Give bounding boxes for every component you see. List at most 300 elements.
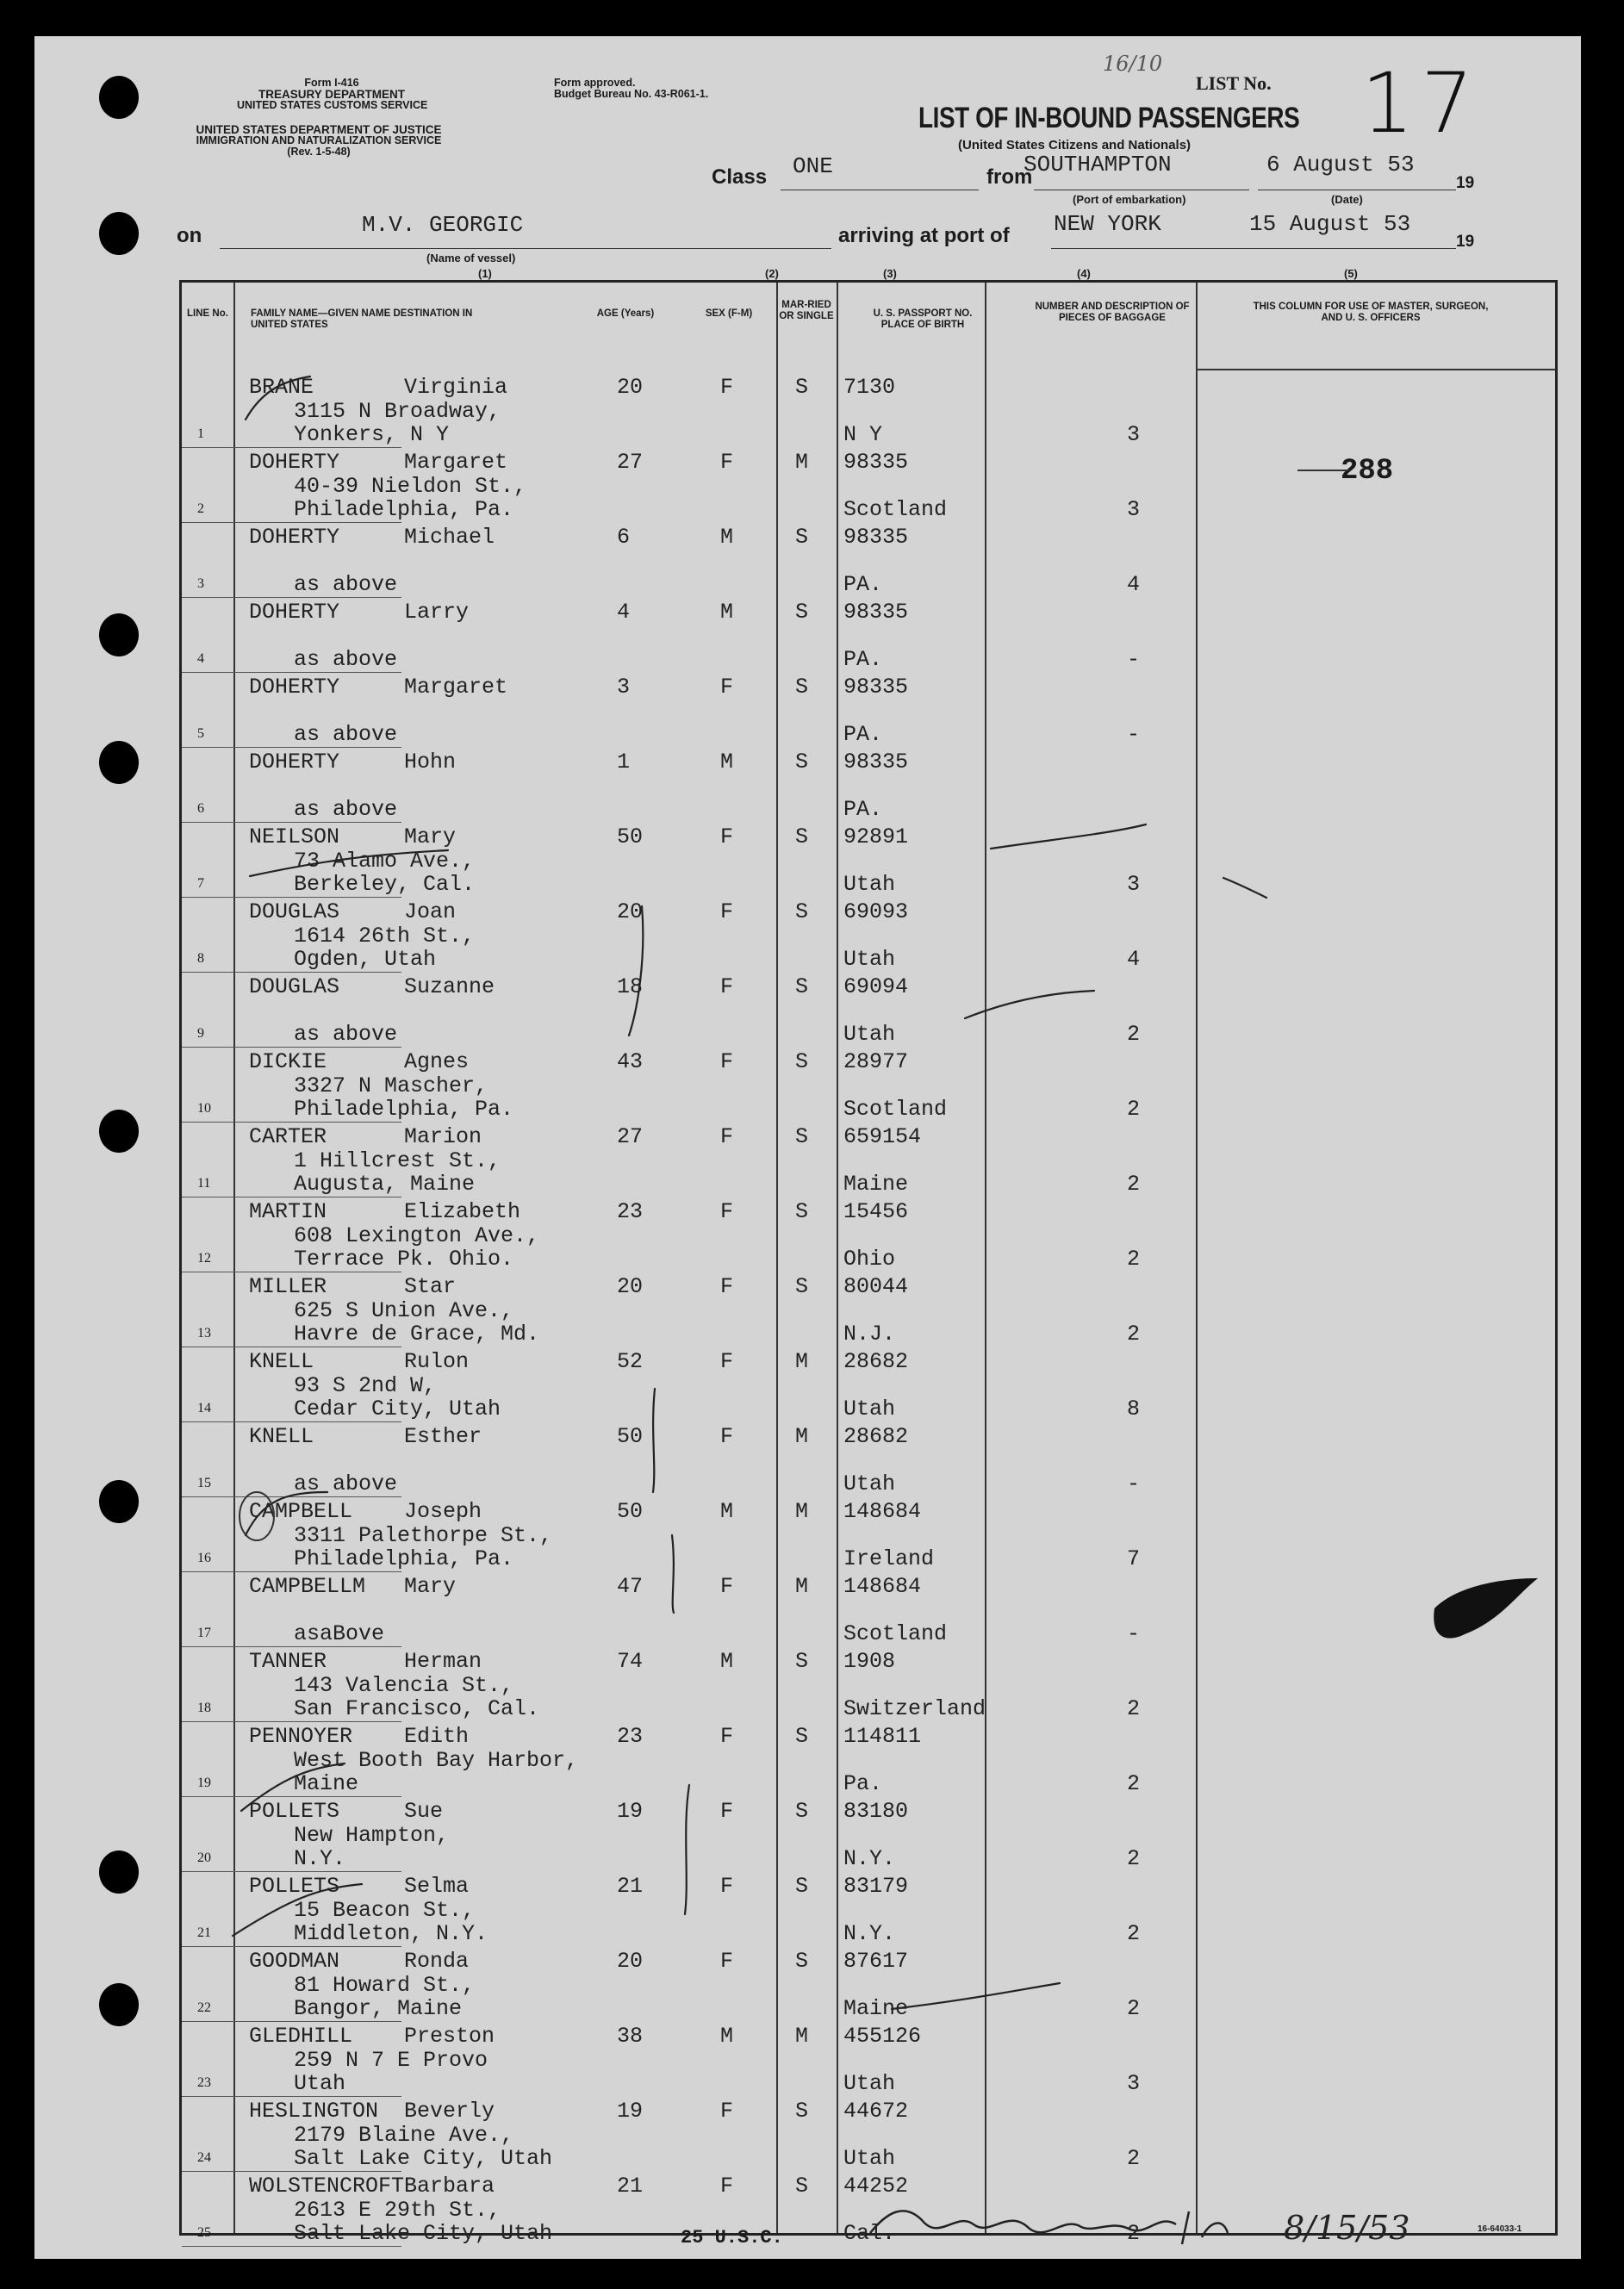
binder-hole	[99, 1110, 139, 1153]
line-number: 8	[197, 951, 204, 966]
address-line-1: 3327 N Mascher,	[294, 1073, 488, 1098]
revision: (Rev. 1-5-48)	[287, 146, 351, 158]
class-value: ONE	[793, 153, 833, 179]
passport-number: 659154	[843, 1124, 922, 1149]
passport-number: 28682	[843, 1349, 909, 1374]
passport-number: 114811	[843, 1724, 922, 1749]
sex: F	[720, 2174, 734, 2199]
address-line-1: 608 Lexington Ave.,	[294, 1223, 540, 1248]
age: 50	[617, 1424, 644, 1449]
given-name: Esther	[404, 1424, 482, 1449]
age: 50	[617, 824, 644, 849]
marital-status: M	[795, 2024, 809, 2049]
line-number: 12	[197, 1251, 211, 1266]
place-of-birth: Maine	[843, 1996, 909, 2021]
surname: CAMPBELLM	[249, 1574, 366, 1599]
place-of-birth: Switzerland	[843, 1696, 986, 1721]
sex: M	[720, 1649, 734, 1674]
address-line-1: 1614 26th St.,	[294, 924, 476, 949]
from-value: SOUTHAMPTON	[1024, 152, 1172, 177]
age: 21	[617, 1874, 644, 1899]
age: 18	[617, 974, 644, 999]
binder-hole	[99, 1850, 139, 1894]
col-number-3: (3)	[883, 267, 897, 280]
baggage-count: 2	[1127, 1771, 1141, 1796]
vessel-value: M.V. GEORGIC	[362, 212, 524, 238]
marital-status: S	[795, 1724, 809, 1749]
passport-number: 148684	[843, 1574, 922, 1599]
surname: POLLETS	[249, 1874, 340, 1899]
age: 4	[617, 600, 631, 625]
given-name: Agnes	[404, 1049, 470, 1074]
marital-status: S	[795, 675, 809, 700]
marital-status: M	[795, 1424, 809, 1449]
handwritten-ref: 16/10	[1103, 52, 1163, 76]
age: 52	[617, 1349, 644, 1374]
marital-status: S	[795, 1124, 809, 1149]
place-of-birth: Ireland	[843, 1546, 935, 1571]
age: 20	[617, 899, 644, 924]
address-line-2: as above	[294, 647, 398, 672]
sex: F	[720, 1049, 734, 1074]
from-caption: (Port of embarkation)	[1073, 193, 1186, 206]
line-number: 20	[197, 1850, 211, 1865]
place-of-birth: N Y	[843, 422, 883, 447]
surname: DOHERTY	[249, 750, 340, 774]
line-number: 5	[197, 726, 204, 741]
marital-status: S	[795, 974, 809, 999]
officer-signature	[862, 2194, 1327, 2255]
marital-status: S	[795, 824, 809, 849]
surname: KNELL	[249, 1424, 314, 1449]
passport-number: 87617	[843, 1949, 909, 1974]
sex: M	[720, 525, 734, 550]
vessel-caption: (Name of vessel)	[426, 252, 516, 264]
given-name: Elizabeth	[404, 1199, 521, 1224]
sex: F	[720, 1949, 734, 1974]
age: 20	[617, 375, 644, 400]
place-of-birth: Maine	[843, 1172, 909, 1197]
address-line-1: 2179 Blaine Ave.,	[294, 2123, 514, 2148]
address-line-2: as above	[294, 1471, 398, 1496]
marital-status: M	[795, 1574, 809, 1599]
address-line-2: as above	[294, 722, 398, 747]
from-label: from	[986, 165, 1033, 189]
col-number-4: (4)	[1077, 267, 1091, 280]
baggage-count: -	[1127, 1621, 1141, 1646]
address-line-1: 3311 Palethorpe St.,	[294, 1523, 553, 1548]
baggage-count: -	[1127, 647, 1141, 672]
given-name: Margaret	[404, 450, 508, 475]
place-of-birth: N.Y.	[843, 1921, 896, 1946]
line-number: 9	[197, 1026, 204, 1041]
address-line-2: as above	[294, 572, 398, 597]
surname: POLLETS	[249, 1799, 340, 1824]
surname: MILLER	[249, 1274, 327, 1299]
sex: M	[720, 2024, 734, 2049]
customs-service: UNITED STATES CUSTOMS SERVICE	[237, 99, 428, 111]
line-number: 15	[197, 1476, 211, 1490]
place-of-birth: Utah	[843, 1022, 896, 1047]
col-baggage: NUMBER AND DESCRIPTION OF PIECES OF BAGGAGE	[1035, 302, 1190, 323]
given-name: Margaret	[404, 675, 508, 700]
address-line-1: 15 Beacon St.,	[294, 1898, 476, 1923]
col-number-1: (1)	[478, 267, 492, 280]
surname: DICKIE	[249, 1049, 327, 1074]
age: 21	[617, 2174, 644, 2199]
address-line-1: New Hampton,	[294, 1823, 450, 1848]
justice-dept: UNITED STATES DEPARTMENT OF JUSTICE	[196, 123, 442, 136]
col-number-5: (5)	[1344, 267, 1358, 280]
passport-number: 69093	[843, 899, 909, 924]
address-line-2: Philadelphia, Pa.	[294, 1546, 514, 1571]
address-line-2: Philadelphia, Pa.	[294, 497, 514, 522]
age: 19	[617, 1799, 644, 1824]
place-of-birth: Utah	[843, 1396, 896, 1421]
address-line-2: asaBove	[294, 1621, 385, 1646]
line-number: 4	[197, 651, 204, 666]
baggage-count: 4	[1127, 947, 1141, 972]
arriving-label: arriving at port of	[838, 224, 1010, 247]
baggage-count: 2	[1127, 1921, 1141, 1946]
passport-number: 15456	[843, 1199, 909, 1224]
marital-status: S	[795, 600, 809, 625]
sex: F	[720, 899, 734, 924]
passport-number: 80044	[843, 1274, 909, 1299]
col-officers: THIS COLUMN FOR USE OF MASTER, SURGEON, AND U. S. OFFICERS	[1253, 302, 1489, 323]
sex: F	[720, 1424, 734, 1449]
age: 23	[617, 1724, 644, 1749]
passport-number: 98335	[843, 675, 909, 700]
passport-number: 98335	[843, 600, 909, 625]
place-of-birth: Ohio	[843, 1247, 896, 1272]
baggage-count: 2	[1127, 1022, 1141, 1047]
place-of-birth: Utah	[843, 1471, 896, 1496]
passport-number: 148684	[843, 1499, 922, 1524]
marital-status: S	[795, 899, 809, 924]
marital-status: S	[795, 1949, 809, 1974]
age: 74	[617, 1649, 644, 1674]
line-number: 13	[197, 1326, 211, 1340]
marital-status: S	[795, 1874, 809, 1899]
place-of-birth: Utah	[843, 872, 896, 897]
surname: GLEDHILL	[249, 2024, 353, 2049]
form-code: 16-64033-1	[1478, 2224, 1522, 2234]
address-line-1: 73 Alamo Ave.,	[294, 849, 476, 874]
surname: TANNER	[249, 1649, 327, 1674]
marital-status: S	[795, 1049, 809, 1074]
address-line-2: Ogden, Utah	[294, 947, 437, 972]
given-name: Rulon	[404, 1349, 470, 1374]
place-of-birth: PA.	[843, 722, 883, 747]
marital-status: S	[795, 750, 809, 774]
baggage-count: 2	[1127, 2146, 1141, 2171]
ink-blot	[1434, 1578, 1538, 1639]
address-line-2: Utah	[294, 2071, 346, 2096]
binder-hole	[99, 1480, 139, 1523]
surname: HESLINGTON	[249, 2099, 379, 2124]
surname: WOLSTENCROFT	[249, 2174, 405, 2199]
place-of-birth: Utah	[843, 947, 896, 972]
sex: F	[720, 824, 734, 849]
address-line-2: Augusta, Maine	[294, 1172, 476, 1197]
age: 50	[617, 1499, 644, 1524]
form-number: Form I-416	[304, 77, 359, 89]
line-number: 14	[197, 1401, 211, 1415]
baggage-count: 3	[1127, 497, 1141, 522]
surname: CARTER	[249, 1124, 327, 1149]
line-number: 3	[197, 576, 204, 591]
place-of-birth: Utah	[843, 2071, 896, 2096]
budget-bureau: Budget Bureau No. 43-R061-1.	[554, 88, 709, 100]
line-number: 18	[197, 1701, 211, 1715]
passport-number: 98335	[843, 450, 909, 475]
passport-number: 83180	[843, 1799, 909, 1824]
baggage-count: 3	[1127, 422, 1141, 447]
address-line-1: 143 Valencia St.,	[294, 1673, 514, 1698]
surname: DOHERTY	[249, 600, 340, 625]
form-approved: Form approved.	[554, 77, 636, 89]
age: 6	[617, 525, 631, 550]
baggage-count: 2	[1127, 1097, 1141, 1122]
age: 23	[617, 1199, 644, 1224]
given-name: Larry	[404, 600, 470, 625]
ins-service: IMMIGRATION AND NATURALIZATION SERVICE	[196, 134, 442, 146]
baggage-count: 4	[1127, 572, 1141, 597]
baggage-count: 2	[1127, 1322, 1141, 1347]
age: 43	[617, 1049, 644, 1074]
baggage-count: -	[1127, 1471, 1141, 1496]
passport-number: 1908	[843, 1649, 896, 1674]
address-line-2: N.Y.	[294, 1846, 346, 1871]
col-name: FAMILY NAME—GIVEN NAME DESTINATION IN UNITED STATES	[251, 308, 473, 330]
baggage-count: 2	[1127, 1696, 1141, 1721]
age: 27	[617, 1124, 644, 1149]
age: 20	[617, 1274, 644, 1299]
surname: KNELL	[249, 1349, 314, 1374]
passport-number: 28682	[843, 1424, 909, 1449]
line-number: 1	[197, 426, 204, 441]
passport-number: 98335	[843, 525, 909, 550]
place-of-birth: PA.	[843, 797, 883, 822]
address-line-1: 81 Howard St.,	[294, 1973, 476, 1998]
surname: PENNOYER	[249, 1724, 353, 1749]
line-number: 17	[197, 1626, 211, 1640]
marital-status: S	[795, 1649, 809, 1674]
surname: DOHERTY	[249, 450, 340, 475]
address-line-1: 3115 N Broadway,	[294, 399, 501, 424]
address-line-1: 93 S 2nd W,	[294, 1373, 437, 1398]
baggage-count: 7	[1127, 1546, 1141, 1571]
address-line-1: 259 N 7 E Provo	[294, 2048, 488, 2073]
arrival-year: 19	[1456, 233, 1475, 251]
age: 19	[617, 2099, 644, 2124]
passport-number: 69094	[843, 974, 909, 999]
address-line-2: Maine	[294, 1771, 359, 1796]
address-line-2: Terrace Pk. Ohio.	[294, 1247, 514, 1272]
line-number: 10	[197, 1101, 211, 1116]
line-number: 19	[197, 1776, 211, 1790]
on-label: on	[177, 224, 202, 247]
place-of-birth: Cal.	[843, 2221, 896, 2246]
place-of-birth: N.Y.	[843, 1846, 896, 1871]
passport-number: 44672	[843, 2099, 909, 2124]
surname: DOUGLAS	[249, 974, 340, 999]
form-subtitle: (United States Citizens and Nationals)	[958, 138, 1192, 152]
surname: DOUGLAS	[249, 899, 340, 924]
binder-hole	[99, 613, 139, 656]
line-number: 11	[197, 1176, 211, 1191]
given-name: Sue	[404, 1799, 444, 1824]
address-line-2: as above	[294, 1022, 398, 1047]
given-name: Joan	[404, 899, 457, 924]
given-name: Suzanne	[404, 974, 495, 999]
form-title: LIST OF IN-BOUND PASSENGERS	[918, 102, 1300, 134]
passport-number: 98335	[843, 750, 909, 774]
place-of-birth: Utah	[843, 2146, 896, 2171]
baggage-count: -	[1127, 722, 1141, 747]
marital-status: S	[795, 525, 809, 550]
baggage-count: 3	[1127, 872, 1141, 897]
sex: F	[720, 1724, 734, 1749]
place-of-birth: Pa.	[843, 1771, 883, 1796]
address-line-1: 1 Hillcrest St.,	[294, 1148, 501, 1173]
sex: F	[720, 1874, 734, 1899]
sex: M	[720, 600, 734, 625]
address-line-2: San Francisco, Cal.	[294, 1696, 540, 1721]
place-of-birth: Scotland	[843, 1097, 948, 1122]
age: 20	[617, 1949, 644, 1974]
port-value: NEW YORK	[1054, 211, 1161, 237]
given-name: Edith	[404, 1724, 470, 1749]
date-caption: (Date)	[1331, 193, 1363, 206]
address-line-2: Berkeley, Cal.	[294, 872, 476, 897]
sex: F	[720, 675, 734, 700]
marital-status: S	[795, 2174, 809, 2199]
given-name: Mary	[404, 1574, 457, 1599]
pen-marks	[34, 36, 1581, 2259]
given-name: Herman	[404, 1649, 482, 1674]
address-line-2: Middleton, N.Y.	[294, 1921, 488, 1946]
line-number: 2	[197, 501, 204, 516]
age: 27	[617, 450, 644, 475]
line-number: 16	[197, 1551, 211, 1565]
marital-status: M	[795, 1349, 809, 1374]
surname: NEILSON	[249, 824, 340, 849]
marital-status: S	[795, 1274, 809, 1299]
marital-status: S	[795, 2099, 809, 2124]
address-line-2: as above	[294, 797, 398, 822]
address-line-2: Philadelphia, Pa.	[294, 1097, 514, 1122]
sex: F	[720, 2099, 734, 2124]
address-line-2: Salt Lake City, Utah	[294, 2221, 553, 2246]
address-line-2: Bangor, Maine	[294, 1996, 463, 2021]
baggage-count: 3	[1127, 2071, 1141, 2096]
binder-hole	[99, 741, 139, 784]
age: 38	[617, 2024, 644, 2049]
baggage-count: 2	[1127, 1172, 1141, 1197]
col-age: AGE (Years)	[596, 308, 655, 319]
age: 3	[617, 675, 631, 700]
signature-date: 8/15/53	[1284, 2209, 1410, 2247]
surname: GOODMAN	[249, 1949, 340, 1974]
line-number: 6	[197, 801, 204, 816]
place-of-birth: PA.	[843, 572, 883, 597]
address-line-2: Havre de Grace, Md.	[294, 1322, 540, 1347]
sex: F	[720, 1574, 734, 1599]
given-name: Selma	[404, 1874, 470, 1899]
marital-status: S	[795, 375, 809, 400]
sex: M	[720, 750, 734, 774]
surname: CAMPBELL	[249, 1499, 353, 1524]
sex: F	[720, 1199, 734, 1224]
marital-status: S	[795, 1799, 809, 1824]
given-name: Ronda	[404, 1949, 470, 1974]
surname: MARTIN	[249, 1199, 327, 1224]
given-name: Marion	[404, 1124, 482, 1149]
given-name: Preston	[404, 2024, 495, 2049]
baggage-count: 2	[1127, 1247, 1141, 1272]
given-name: Joseph	[404, 1499, 482, 1524]
officer-note: 288	[1341, 455, 1394, 488]
sex: F	[720, 1349, 734, 1374]
sex: F	[720, 1124, 734, 1149]
given-name: Mary	[404, 824, 457, 849]
marital-status: M	[795, 1499, 809, 1524]
sex: F	[720, 450, 734, 475]
line-number: 23	[197, 2075, 211, 2090]
address-line-1: 2613 E 29th St.,	[294, 2198, 501, 2223]
list-no-value: 17	[1361, 55, 1481, 152]
col-line-no: LINE No.	[187, 308, 228, 319]
sex: F	[720, 1274, 734, 1299]
given-name: Beverly	[404, 2099, 495, 2124]
age: 47	[617, 1574, 644, 1599]
place-of-birth: Scotland	[843, 1621, 948, 1646]
given-name: Virginia	[404, 375, 508, 400]
date-value: 6 August 53	[1266, 152, 1415, 177]
place-of-birth: N.J.	[843, 1322, 896, 1347]
sex: M	[720, 1499, 734, 1524]
sex: F	[720, 1799, 734, 1824]
marital-status: M	[795, 450, 809, 475]
passport-number: 44252	[843, 2174, 909, 2199]
sex: F	[720, 375, 734, 400]
given-name: Barbara	[404, 2174, 495, 2199]
col-sex: SEX (F-M)	[705, 308, 753, 319]
baggage-count: 2	[1127, 1996, 1141, 2021]
passport-number: 455126	[843, 2024, 922, 2049]
binder-hole	[99, 1983, 139, 2026]
col-number-2: (2)	[765, 267, 779, 280]
binder-hole	[99, 76, 139, 119]
line-number: 25	[197, 2225, 211, 2240]
place-of-birth: Scotland	[843, 497, 948, 522]
treasury-dept: TREASURY DEPARTMENT	[258, 88, 405, 101]
surname: BRANE	[249, 375, 314, 400]
address-line-2: Salt Lake City, Utah	[294, 2146, 553, 2171]
line-number: 22	[197, 2000, 211, 2015]
passport-number: 83179	[843, 1874, 909, 1899]
passport-number: 92891	[843, 824, 909, 849]
place-of-birth: PA.	[843, 647, 883, 672]
list-no-label: LIST No.	[1196, 72, 1272, 94]
baggage-count: 2	[1127, 2221, 1141, 2246]
sex: F	[720, 974, 734, 999]
baggage-count: 2	[1127, 1846, 1141, 1871]
given-name: Michael	[404, 525, 495, 550]
surname: DOHERTY	[249, 675, 340, 700]
